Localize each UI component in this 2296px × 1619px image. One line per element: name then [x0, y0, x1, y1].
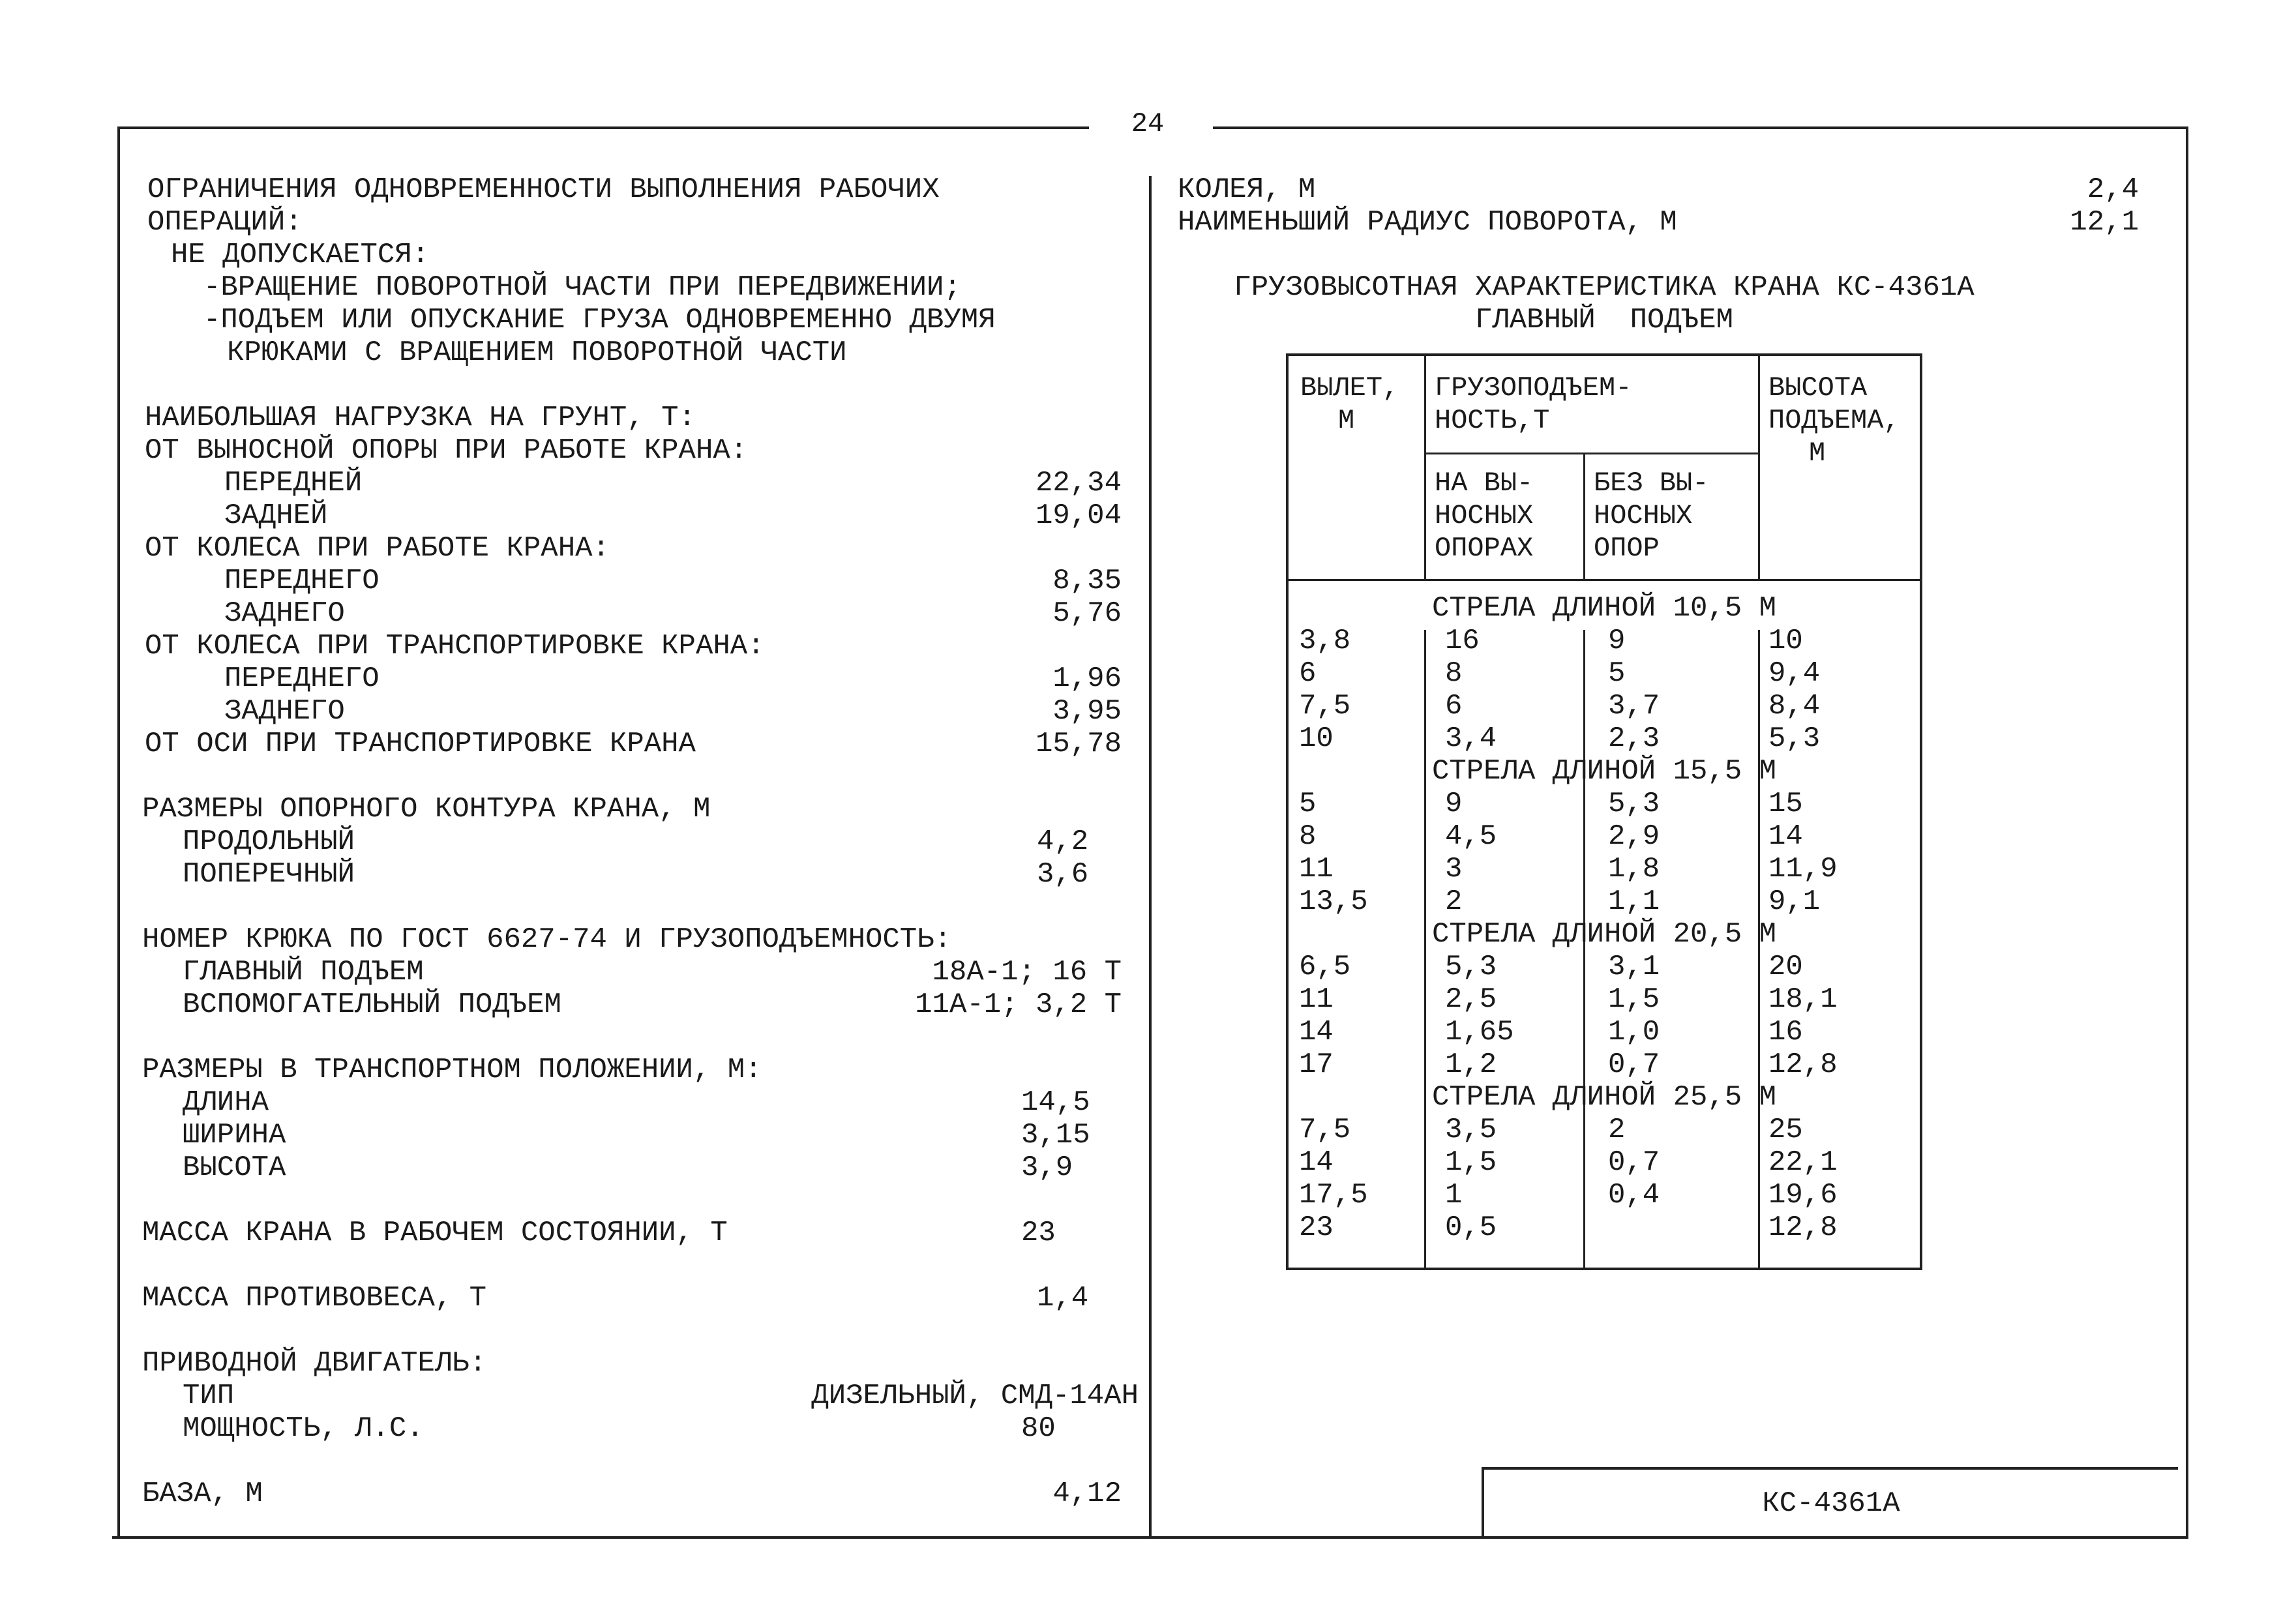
param-value: 2,4: [2087, 173, 2139, 206]
param-value: 12,1: [2070, 206, 2139, 239]
cell-lift-height: 11,9: [1768, 853, 1838, 885]
cell-capacity-outriggers: 2,5: [1445, 983, 1497, 1016]
cell-lift-height: 20: [1768, 951, 1803, 983]
cell-capacity-no-outriggers: 1,1: [1608, 885, 1660, 918]
param-label: ОТ ОСИ ПРИ ТРАНСПОРТИРОВКЕ КРАНА: [145, 728, 696, 760]
restriction-item: -ПОДЪЕМ ИЛИ ОПУСКАНИЕ ГРУЗА ОДНОВРЕМЕННО ДВУМЯ: [203, 304, 996, 336]
restrictions-not-allowed: НЕ ДОПУСКАЕТСЯ:: [171, 239, 430, 271]
param-label: ПЕРЕДНЕГО: [224, 565, 380, 597]
cell-capacity-no-outriggers: 0,4: [1608, 1179, 1660, 1211]
frame-top-border-left: [117, 126, 1089, 129]
cell-capacity-outriggers: 0,5: [1445, 1211, 1497, 1244]
cell-capacity-outriggers: 6: [1445, 690, 1463, 722]
param-value: 8,35: [1052, 565, 1122, 597]
table-vline: [1424, 356, 1426, 579]
cell-capacity-no-outriggers: 5: [1608, 657, 1626, 690]
param-label: ПЕРЕДНЕЙ: [224, 467, 363, 499]
param-label: ШИРИНА: [183, 1119, 286, 1151]
cell-lift-height: 25: [1768, 1114, 1803, 1146]
cell-capacity-outriggers: 1,65: [1445, 1016, 1514, 1048]
cell-reach: 11: [1299, 983, 1334, 1016]
restriction-item: -ВРАЩЕНИЕ ПОВОРОТНОЙ ЧАСТИ ПРИ ПЕРЕДВИЖЕНИИ;: [203, 271, 961, 304]
cell-capacity-no-outriggers: 2,9: [1608, 820, 1660, 853]
cell-reach: 5: [1299, 788, 1317, 820]
cell-capacity-outriggers: 1,2: [1445, 1048, 1497, 1081]
cell-capacity-outriggers: 3,5: [1445, 1114, 1497, 1146]
cell-reach: 14: [1299, 1146, 1334, 1179]
header-reach-unit: М: [1338, 405, 1355, 436]
cell-capacity-no-outriggers: 3,7: [1608, 690, 1660, 722]
param-value: 22,34: [1035, 467, 1122, 499]
header-height: ВЫСОТА: [1768, 372, 1868, 404]
cell-lift-height: 9,1: [1768, 885, 1821, 918]
cell-capacity-outriggers: 2: [1445, 885, 1463, 918]
param-label: МАССА ПРОТИВОВЕСА, Т: [142, 1282, 487, 1315]
param-label: МАССА КРАНА В РАБОЧЕМ СОСТОЯНИИ, Т: [142, 1217, 728, 1249]
param-label: ЗАДНЕГО: [224, 695, 345, 728]
cell-reach: 10: [1299, 722, 1334, 755]
load-height-table: [1286, 353, 1922, 1270]
frame-left-border: [117, 126, 120, 1539]
header-capacity: ГРУЗОПОДЪЕМ-: [1435, 372, 1632, 404]
param-label: ВЫСОТА: [183, 1151, 286, 1184]
cell-capacity-outriggers: 16: [1445, 625, 1480, 657]
cell-reach: 7,5: [1299, 690, 1351, 722]
param-value: 80: [1021, 1412, 1056, 1445]
transport-dims-title: РАЗМЕРЫ В ТРАНСПОРТНОМ ПОЛОЖЕНИИ, М:: [142, 1054, 762, 1086]
param-value: 11А-1; 3,2 Т: [915, 988, 1122, 1021]
param-label: НАИМЕНЬШИЙ РАДИУС ПОВОРОТА, М: [1178, 206, 1677, 239]
param-value: 4,12: [1052, 1478, 1122, 1510]
header-reach: ВЫЛЕТ,: [1300, 372, 1399, 404]
cell-lift-height: 18,1: [1768, 983, 1838, 1016]
cell-reach: 13,5: [1299, 885, 1368, 918]
table-vline: [1583, 453, 1585, 579]
title-block: [1482, 1467, 2178, 1537]
cell-reach: 8: [1299, 820, 1317, 853]
cell-reach: 6: [1299, 657, 1317, 690]
contour-title: РАЗМЕРЫ ОПОРНОГО КОНТУРА КРАНА, М: [142, 793, 711, 825]
param-label: ТИП: [183, 1380, 235, 1412]
header-without-outriggers-cont: НОСНЫХ: [1594, 500, 1693, 531]
cell-capacity-no-outriggers: 0,7: [1608, 1146, 1660, 1179]
cell-lift-height: 19,6: [1768, 1179, 1838, 1211]
drawing-code: КС-4361А: [1762, 1487, 1900, 1520]
param-label: МОЩНОСТЬ, Л.С.: [183, 1412, 424, 1445]
outrigger-load-title: ОТ ВЫНОСНОЙ ОПОРЫ ПРИ РАБОТЕ КРАНА:: [145, 434, 748, 467]
param-value: 14,5: [1021, 1086, 1090, 1119]
wheel-transport-title: ОТ КОЛЕСА ПРИ ТРАНСПОРТИРОВКЕ КРАНА:: [145, 630, 765, 662]
cell-lift-height: 9,4: [1768, 657, 1821, 690]
param-label: ПОПЕРЕЧНЫЙ: [183, 858, 355, 891]
param-label: ПРОДОЛЬНЫЙ: [183, 825, 355, 858]
cell-lift-height: 5,3: [1768, 722, 1821, 755]
cell-lift-height: 16: [1768, 1016, 1803, 1048]
cell-capacity-no-outriggers: 5,3: [1608, 788, 1660, 820]
hook-title: НОМЕР КРЮКА ПО ГОСТ 6627-74 И ГРУЗОПОДЪЕМНОСТЬ:: [142, 923, 952, 956]
header-with-outriggers-cont: ОПОРАХ: [1435, 533, 1534, 564]
cell-capacity-no-outriggers: 0,7: [1608, 1048, 1660, 1081]
header-without-outriggers: БЕЗ ВЫ-: [1594, 468, 1709, 499]
param-label: КОЛЕЯ, М: [1178, 173, 1316, 206]
cell-capacity-outriggers: 8: [1445, 657, 1463, 690]
cell-capacity-outriggers: 3,4: [1445, 722, 1497, 755]
boom-section-title: СТРЕЛА ДЛИНОЙ 20,5 М: [1431, 918, 1777, 951]
param-label: ДЛИНА: [183, 1086, 269, 1119]
frame-right-border: [2186, 126, 2188, 1539]
param-value: 3,95: [1052, 695, 1122, 728]
cell-capacity-no-outriggers: 2,3: [1608, 722, 1660, 755]
boom-section-title: СТРЕЛА ДЛИНОЙ 25,5 М: [1431, 1081, 1777, 1114]
param-value: ДИЗЕЛЬНЫЙ, СМД-14АН: [811, 1380, 1139, 1412]
cell-capacity-no-outriggers: 3,1: [1608, 951, 1660, 983]
cell-reach: 6,5: [1299, 951, 1351, 983]
param-value: 1,4: [1037, 1282, 1089, 1315]
cell-reach: 3,8: [1299, 625, 1351, 657]
cell-reach: 11: [1299, 853, 1334, 885]
boom-section-title: СТРЕЛА ДЛИНОЙ 10,5 М: [1431, 592, 1777, 625]
ground-load-title: НАИБОЛЬШАЯ НАГРУЗКА НА ГРУНТ, Т:: [145, 402, 696, 434]
header-height-unit: М: [1809, 438, 1826, 469]
header-capacity-cont: НОСТЬ,Т: [1435, 405, 1550, 436]
frame-top-border-right: [1213, 126, 2188, 129]
cell-capacity-no-outriggers: 9: [1608, 625, 1626, 657]
param-label: ЗАДНЕГО: [224, 597, 345, 630]
param-label: ГЛАВНЫЙ ПОДЪЕМ: [183, 956, 424, 988]
cell-lift-height: 8,4: [1768, 690, 1821, 722]
cell-capacity-outriggers: 3: [1445, 853, 1463, 885]
cell-reach: 17,5: [1299, 1179, 1368, 1211]
header-with-outriggers-cont: НОСНЫХ: [1435, 500, 1534, 531]
column-divider: [1149, 176, 1152, 1539]
restrictions-title: ОГРАНИЧЕНИЯ ОДНОВРЕМЕННОСТИ ВЫПОЛНЕНИЯ РАБОЧИХ: [147, 173, 940, 206]
param-value: 3,6: [1037, 858, 1089, 891]
param-label: БАЗА, М: [142, 1478, 263, 1510]
cell-reach: 23: [1299, 1211, 1334, 1244]
cell-lift-height: 14: [1768, 820, 1803, 853]
table-title: ГРУЗОВЫСОТНАЯ ХАРАКТЕРИСТИКА КРАНА КС-4361А: [1234, 271, 1975, 304]
wheel-work-title: ОТ КОЛЕСА ПРИ РАБОТЕ КРАНА:: [145, 532, 610, 565]
param-value: 3,15: [1021, 1119, 1090, 1151]
table-subtitle: ГЛАВНЫЙ ПОДЪЕМ: [1474, 304, 1734, 336]
cell-capacity-outriggers: 5,3: [1445, 951, 1497, 983]
cell-lift-height: 22,1: [1768, 1146, 1838, 1179]
param-value: 18А-1; 16 Т: [932, 956, 1122, 988]
header-height-cont: ПОДЪЕМА,: [1768, 405, 1900, 436]
cell-capacity-outriggers: 1: [1445, 1179, 1463, 1211]
cell-capacity-no-outriggers: 1,8: [1608, 853, 1660, 885]
boom-section-title: СТРЕЛА ДЛИНОЙ 15,5 М: [1431, 755, 1777, 788]
table-hline: [1424, 453, 1758, 454]
cell-lift-height: 12,8: [1768, 1048, 1838, 1081]
table-header-bottom: [1289, 579, 1920, 581]
param-value: 1,96: [1052, 662, 1122, 695]
restrictions-title-cont: ОПЕРАЦИЙ:: [147, 206, 303, 239]
cell-lift-height: 15: [1768, 788, 1803, 820]
page-number: 24: [1131, 108, 1165, 140]
param-value: 23: [1021, 1217, 1056, 1249]
param-value: 5,76: [1052, 597, 1122, 630]
cell-reach: 17: [1299, 1048, 1334, 1081]
param-value: 19,04: [1035, 499, 1122, 532]
restriction-item-cont: КРЮКАМИ С ВРАЩЕНИЕМ ПОВОРОТНОЙ ЧАСТИ: [227, 336, 847, 369]
table-vline: [1758, 356, 1760, 579]
param-value: 3,9: [1021, 1151, 1073, 1184]
cell-lift-height: 12,8: [1768, 1211, 1838, 1244]
param-value: 4,2: [1037, 825, 1089, 858]
cell-lift-height: 10: [1768, 625, 1803, 657]
cell-capacity-outriggers: 9: [1445, 788, 1463, 820]
cell-reach: 7,5: [1299, 1114, 1351, 1146]
param-value: 15,78: [1035, 728, 1122, 760]
cell-capacity-outriggers: 1,5: [1445, 1146, 1497, 1179]
param-label: ЗАДНЕЙ: [224, 499, 328, 532]
cell-capacity-no-outriggers: 2: [1608, 1114, 1626, 1146]
param-label: ВСПОМОГАТЕЛЬНЫЙ ПОДЪЕМ: [183, 988, 561, 1021]
header-with-outriggers: НА ВЫ-: [1435, 468, 1534, 499]
header-without-outriggers-cont: ОПОР: [1594, 533, 1660, 564]
cell-reach: 14: [1299, 1016, 1334, 1048]
engine-title: ПРИВОДНОЙ ДВИГАТЕЛЬ:: [142, 1347, 487, 1380]
cell-capacity-no-outriggers: 1,5: [1608, 983, 1660, 1016]
param-label: ПЕРЕДНЕГО: [224, 662, 380, 695]
cell-capacity-outriggers: 4,5: [1445, 820, 1497, 853]
cell-capacity-no-outriggers: 1,0: [1608, 1016, 1660, 1048]
